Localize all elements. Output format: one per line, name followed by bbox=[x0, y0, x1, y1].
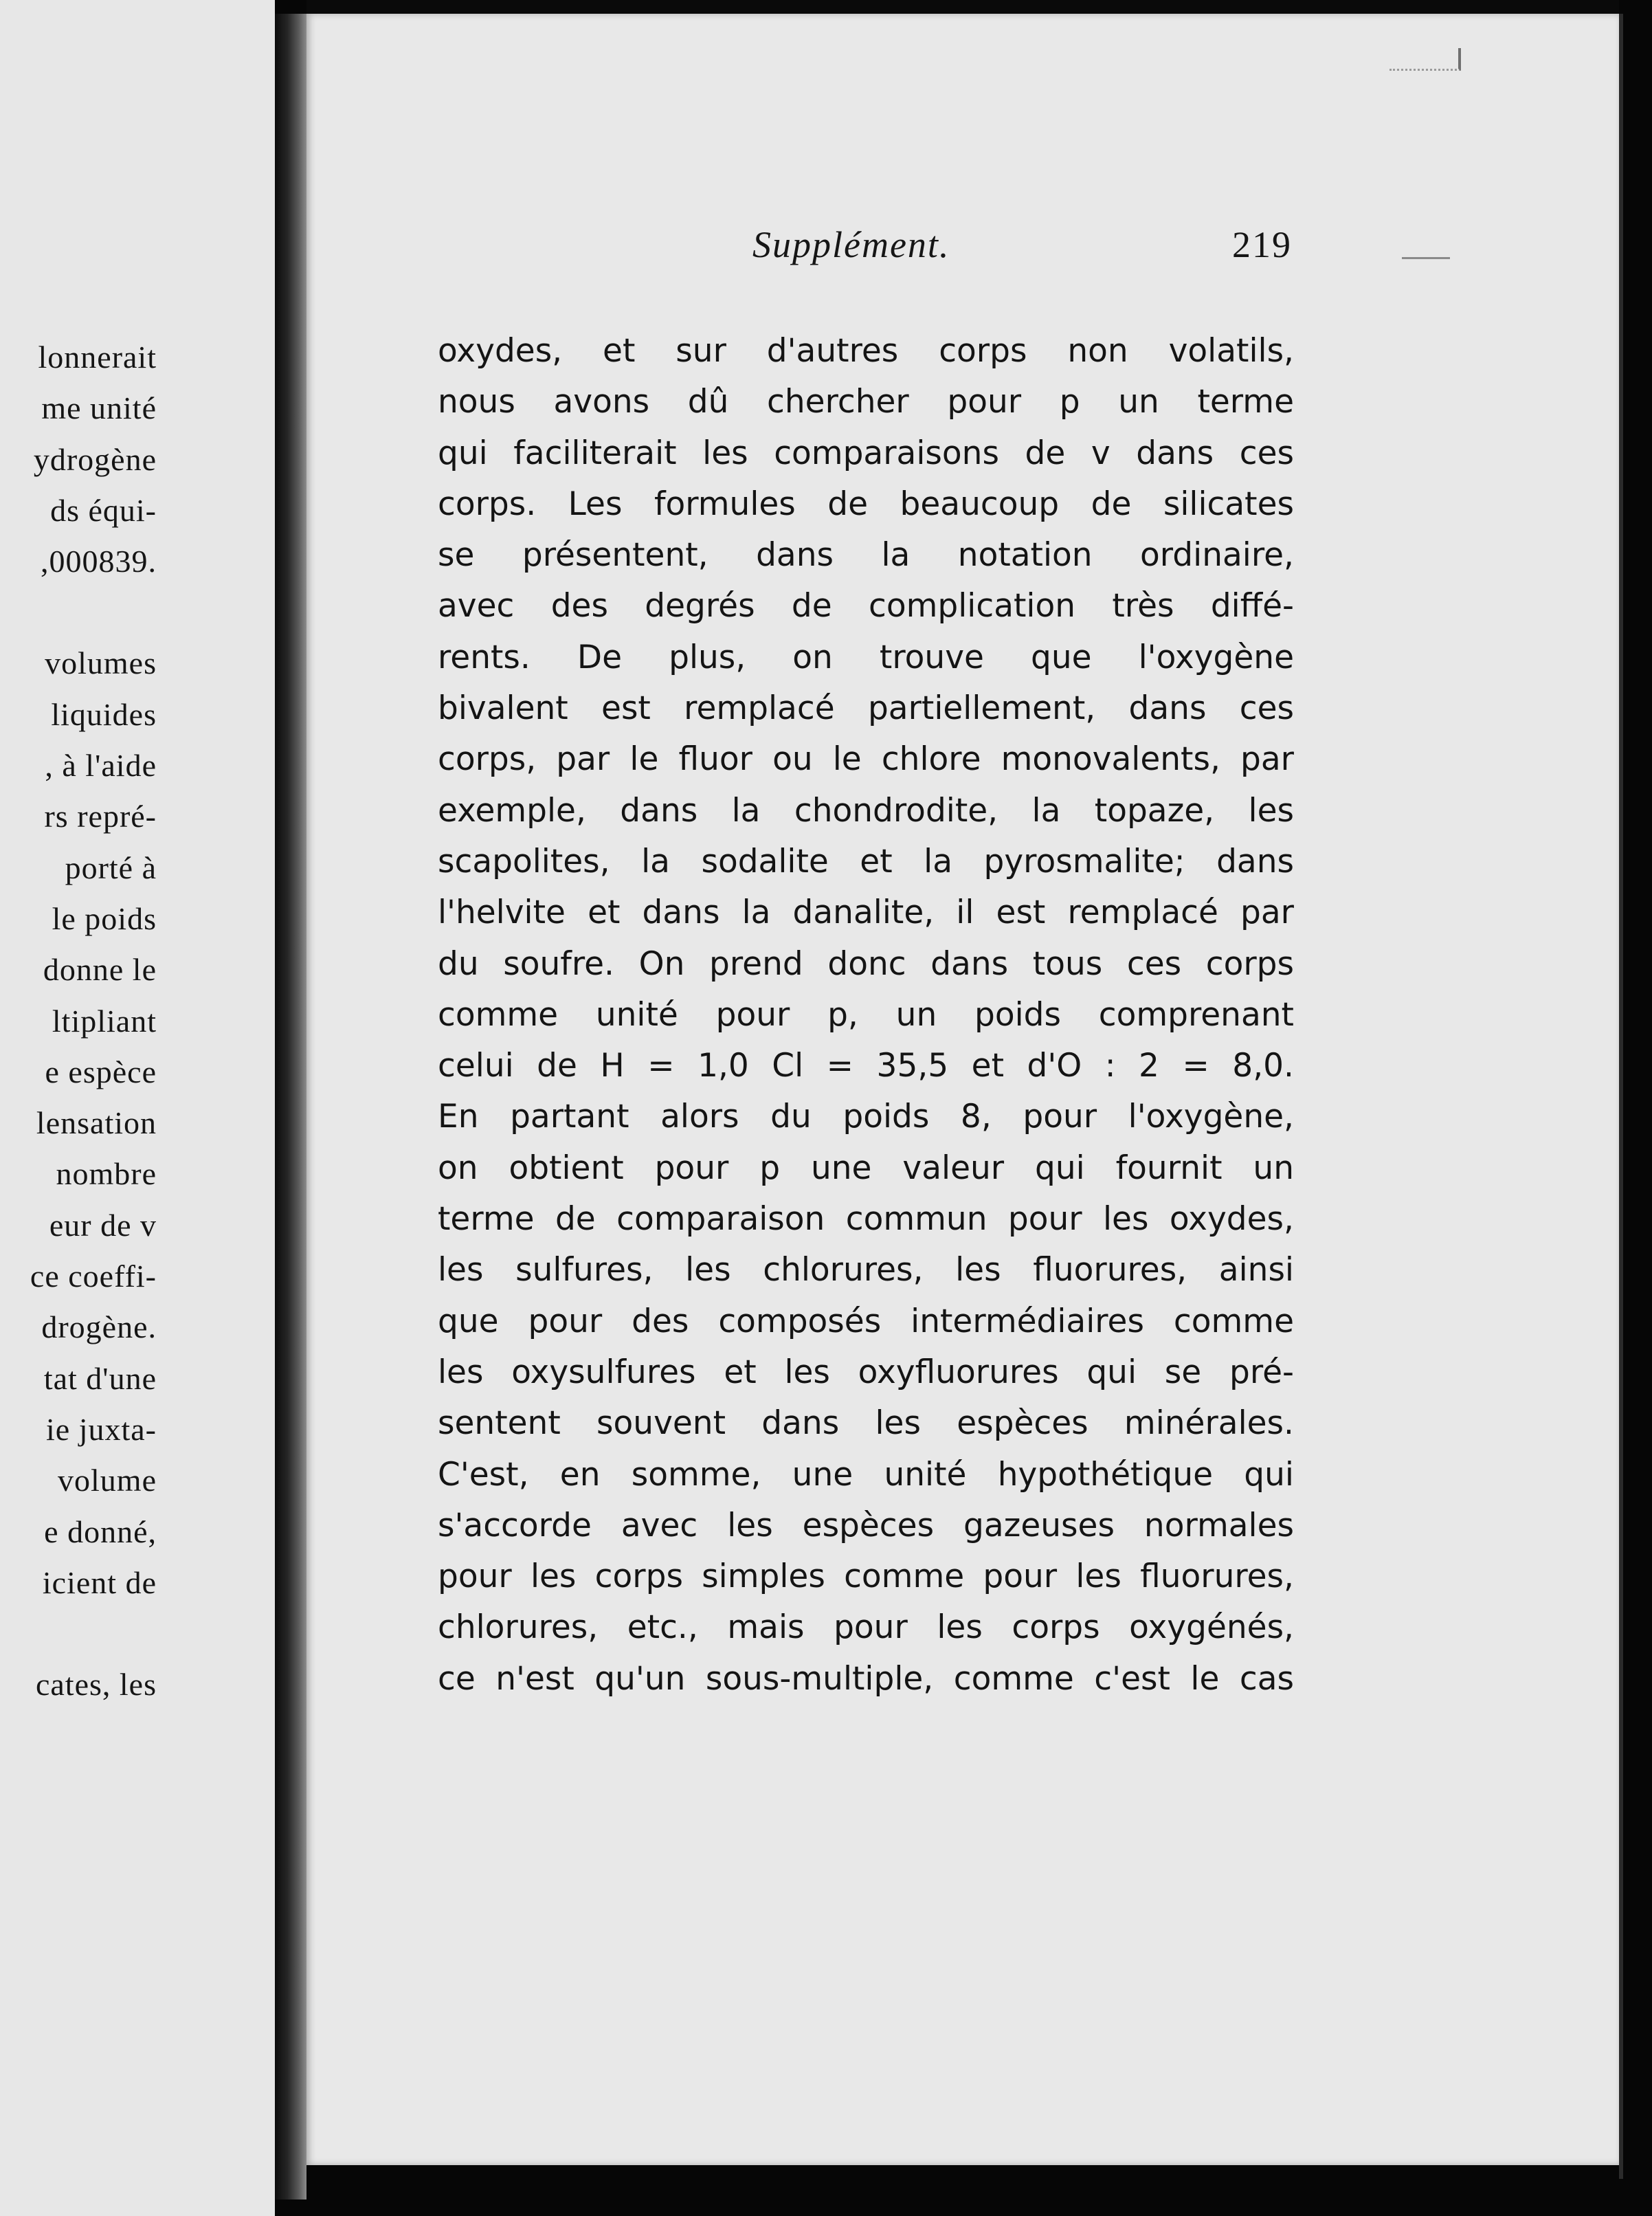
body-line: les oxysulfures et les oxyfluorures qui se pré- bbox=[438, 1353, 1294, 1391]
body-line: corps. Les formules de beaucoup de silicates bbox=[438, 485, 1294, 523]
body-line: oxydes, et sur d'autres corps non volatils, bbox=[438, 332, 1294, 370]
left-page-line: volume bbox=[58, 1463, 157, 1498]
body-line: s'accorde avec les espèces gazeuses normales bbox=[438, 1506, 1294, 1544]
body-line: les sulfures, les chlorures, les fluorures, ainsi bbox=[438, 1251, 1294, 1289]
body-line: se présentent, dans la notation ordinaire, bbox=[438, 536, 1294, 575]
left-page-line: liquides bbox=[51, 696, 157, 732]
left-page-line bbox=[0, 587, 157, 638]
left-page-line: e donné, bbox=[44, 1514, 157, 1549]
left-page-line: tat d'une bbox=[43, 1360, 157, 1396]
body-line: qui faciliterait les comparaisons de v dans ces bbox=[438, 434, 1294, 472]
left-page-line: drogène. bbox=[41, 1309, 157, 1345]
body-line: que pour des composés intermédiaires comme bbox=[438, 1302, 1294, 1340]
left-page-line: me unité bbox=[41, 390, 157, 426]
body-line: chlorures, etc., mais pour les corps oxygénés, bbox=[438, 1608, 1294, 1647]
left-page-line: le poids bbox=[52, 900, 157, 936]
scan-border-top bbox=[306, 0, 1619, 14]
body-line: l'helvite et dans la danalite, il est remplacé par bbox=[438, 894, 1294, 932]
body-line: sentent souvent dans les espèces minérales. bbox=[438, 1404, 1294, 1443]
page-edge bbox=[1619, 14, 1623, 2179]
body-line: terme de comparaison commun pour les oxydes, bbox=[438, 1200, 1294, 1239]
body-line: corps, par le fluor ou le chlore monovalents, par bbox=[438, 740, 1294, 779]
left-page bbox=[0, 0, 275, 2216]
running-head: Supplément. bbox=[752, 224, 950, 265]
body-line: celui de H = 1,0 Cl = 35,5 et d'O : 2 = 8,0. bbox=[438, 1047, 1294, 1085]
left-page-line: ydrogène bbox=[33, 441, 157, 477]
body-line: on obtient pour p une valeur qui fournit un bbox=[438, 1149, 1294, 1187]
left-page-line: cates, les bbox=[35, 1667, 157, 1703]
left-page-line: nombre bbox=[56, 1156, 157, 1192]
left-page-text bbox=[0, 332, 157, 1710]
left-page-line bbox=[0, 1608, 157, 1659]
body-line: exemple, dans la chondrodite, la topaze, les bbox=[438, 791, 1294, 830]
left-page-line: ce coeffi- bbox=[30, 1259, 157, 1294]
body-line: nous avons dû chercher pour p un terme bbox=[438, 383, 1294, 421]
left-page-line: icient de bbox=[42, 1564, 157, 1600]
left-page-line: ,000839. bbox=[41, 544, 157, 579]
book-gutter bbox=[275, 14, 306, 2200]
body-line: C'est, en somme, une unité hypothétique qui bbox=[438, 1455, 1294, 1494]
body-line: scapolites, la sodalite et la pyrosmalite; dans bbox=[438, 842, 1294, 880]
body-line: comme unité pour p, un poids comprenant bbox=[438, 995, 1294, 1034]
left-page-line: eur de v bbox=[49, 1207, 157, 1243]
body-line: rents. De plus, on trouve que l'oxygène bbox=[438, 638, 1294, 676]
body-line: En partant alors du poids 8, pour l'oxygène, bbox=[438, 1098, 1294, 1136]
left-page-line: porté à bbox=[65, 850, 157, 885]
body-line: ce n'est qu'un sous-multiple, comme c'est le cas bbox=[438, 1659, 1294, 1698]
left-page-line: ltipliant bbox=[52, 1003, 157, 1039]
left-page-line: ie juxta- bbox=[46, 1411, 157, 1447]
page-number: 219 bbox=[1232, 224, 1292, 265]
left-page-line: donne le bbox=[43, 952, 157, 988]
left-page-line: e espèce bbox=[45, 1054, 157, 1089]
left-page-line: lonnerait bbox=[38, 340, 157, 375]
body-line: du soufre. On prend donc dans tous ces corps bbox=[438, 944, 1294, 983]
body-line: avec des degrés de complication très diffé- bbox=[438, 587, 1294, 625]
left-page-line: rs repré- bbox=[44, 799, 157, 834]
left-page-line: , à l'aide bbox=[45, 748, 157, 784]
left-page-line: volumes bbox=[45, 645, 157, 681]
left-page-line: lensation bbox=[36, 1105, 157, 1141]
margin-mark bbox=[1402, 257, 1450, 259]
body-line: bivalent est remplacé partiellement, dans ces bbox=[438, 689, 1294, 728]
body-line: pour les corps simples comme pour les fluorures, bbox=[438, 1558, 1294, 1596]
body-text bbox=[438, 326, 1294, 1705]
scan-corner-mark bbox=[1389, 48, 1461, 71]
left-page-line: ds équi- bbox=[50, 492, 157, 528]
page-header bbox=[440, 223, 1292, 278]
